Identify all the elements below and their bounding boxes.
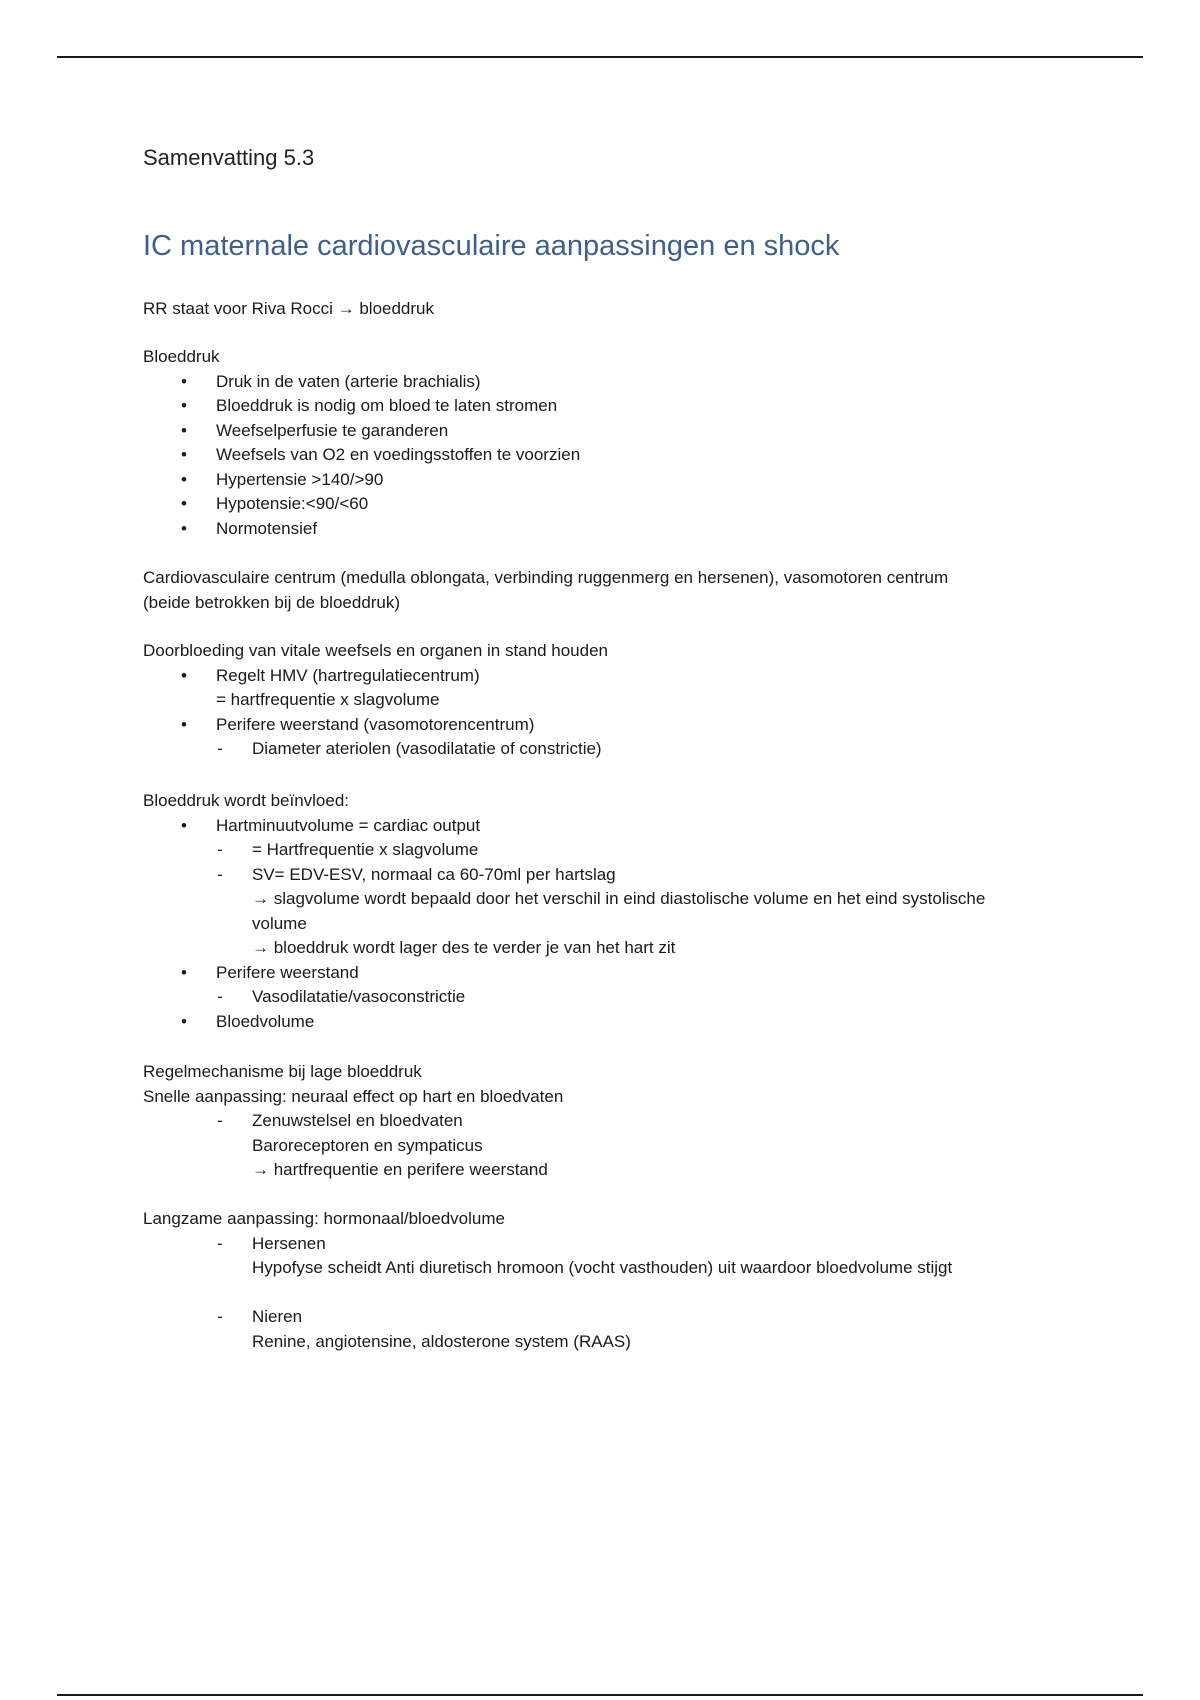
list-item-continuation: = hartfrequentie x slagvolume [216,690,440,709]
sub-list-item: - Nieren [143,1305,1093,1330]
spacer [143,1281,1093,1306]
list-item: • Hartminuutvolume = cardiac output [143,814,1093,839]
centrum-line: (beide betrokken bij de bloeddruk) [143,592,401,612]
centrum-section [143,566,1093,615]
sub-list-continuation: Renine, angiotensine, aldosterone system (RAAS) [252,1331,631,1351]
sub-list-item: - = Hartfrequentie x slagvolume [143,838,1093,863]
regel-section [143,1060,1093,1183]
rr-line: RR staat voor Riva Rocci → bloeddruk [143,299,435,318]
beinvloed-section [143,789,1093,1034]
list-item: • Bloedvolume [143,1010,1093,1035]
sub-list-continuation: → hartfrequentie en perifere weerstand [252,1160,548,1179]
sub-list-item: - SV= EDV-ESV, normaal ca 60-70ml per hartslag [143,863,1093,888]
langzaam-section [143,1207,1093,1354]
doorbloeding-title: Doorbloeding van vitale weefsels en organen in stand houden [143,641,608,660]
sub-list-item: - Hersenen [143,1232,1093,1257]
list-item: • Normotensief [143,517,1093,542]
sub-list-continuation: Hypofyse scheidt Anti diuretisch hromoon (vocht vasthouden) uit waardoor bloedvolume stijgt [252,1258,953,1277]
sub-list-item: - Vasodilatatie/vasoconstrictie [143,985,1093,1010]
bloeddruk-list [143,370,1093,542]
sub-list-item: - Zenuwstelsel en bloedvaten [143,1109,1093,1134]
list-item: • Regelt HMV (hartregulatiecentrum) [143,664,1093,689]
list-item: • Bloeddruk is nodig om bloed te laten stromen [143,394,1093,419]
list-item: • Druk in de vaten (arterie brachialis) [143,370,1093,395]
regel-title: Regelmechanisme bij lage bloeddruk [143,1062,422,1081]
document-title: Samenvatting 5.3 [143,145,315,170]
sub-list-item: - Diameter ateriolen (vasodilatatie of constrictie) [143,737,1093,762]
list-item: • Weefsels van O2 en voedingsstoffen te voorzien [143,443,1093,468]
list-item: • Perifere weerstand [143,961,1093,986]
beinvloed-title: Bloeddruk wordt beïnvloed: [143,791,350,810]
list-item: • Perifere weerstand (vasomotorencentrum) [143,713,1093,738]
list-item: • Weefselperfusie te garanderen [143,419,1093,444]
bloeddruk-title: Bloeddruk [143,347,220,366]
bloeddruk-section [143,345,1093,541]
list-item: • Hypertensie >140/>90 [143,468,1093,493]
snel-title: Snelle aanpassing: neuraal effect op hart en bloedvaten [143,1086,564,1106]
sub-list-continuation: volume [252,913,307,933]
section-heading: IC maternale cardiovasculaire aanpassingen en shock [143,230,840,262]
list-item: • Hypotensie:<90/<60 [143,492,1093,517]
centrum-line: Cardiovasculaire centrum (medulla oblongata, verbinding ruggenmerg en hersenen), vasomotoren centrum [143,568,949,587]
sub-list-continuation: Baroreceptoren en sympaticus [252,1135,483,1155]
langzaam-title: Langzame aanpassing: hormonaal/bloedvolume [143,1209,505,1228]
doorbloeding-section [143,639,1093,762]
sub-list-continuation: → bloeddruk wordt lager des te verder je van het hart zit [252,938,676,957]
footer-rule [57,1694,1143,1696]
header-rule [57,56,1143,58]
sub-list-continuation: → slagvolume wordt bepaald door het verschil in eind diastolische volume en het eind systolische [252,889,986,908]
